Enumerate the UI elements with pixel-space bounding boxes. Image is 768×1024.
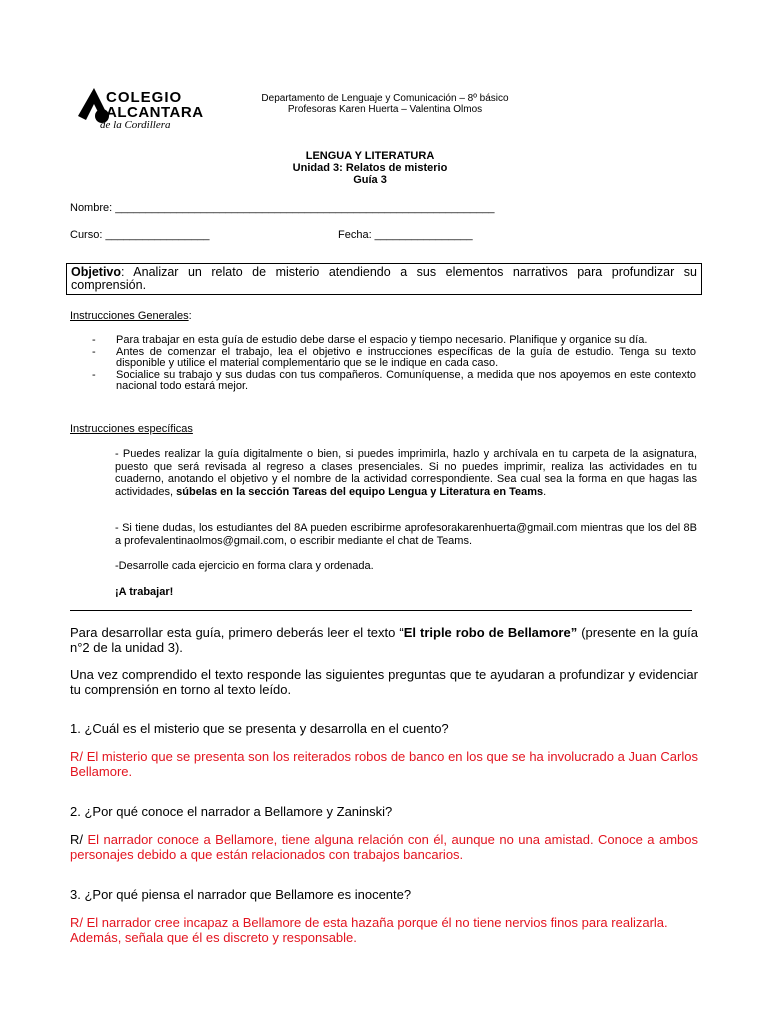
course-field[interactable]: Curso: _________________ bbox=[70, 229, 210, 241]
question-3: 3. ¿Por qué piensa el narrador que Bellamore es inocente? bbox=[70, 887, 412, 902]
general-instructions-list bbox=[92, 335, 696, 393]
name-field[interactable]: Nombre: ______________________________________________________________ bbox=[70, 202, 495, 214]
guide-title: Guía 3 bbox=[353, 174, 387, 186]
intro-paragraph-2: Una vez comprendido el texto responde las siguientes preguntas que te ayudaran a profundizar y evidenciar tu comprensión en torno al texto leído. bbox=[70, 667, 698, 697]
list-item: - Socialice su trabajo y sus dudas con tus compañeros. Comuníquense, a medida que nos apoyemos en este contexto nacional todo estará mejor. bbox=[92, 368, 696, 392]
list-item: - Para trabajar en esta guía de estudio debe darse el espacio y tiempo necesario. Planifique y organice su día. bbox=[92, 334, 648, 346]
list-item: - Antes de comenzar el trabajo, lea el objetivo e instrucciones específicas de la guía de estudio. Tenga su texto disponible y utilice el material complementario que se le indique en cada caso. bbox=[92, 345, 696, 369]
logo-line-1: COLEGIO bbox=[106, 89, 183, 106]
date-field[interactable]: Fecha: ________________ bbox=[338, 229, 473, 241]
question-2: 2. ¿Por qué conoce el narrador a Bellamore y Zaninski? bbox=[70, 804, 393, 819]
logo-line-2: ALCANTARA bbox=[106, 104, 204, 121]
question-1: 1. ¿Cuál es el misterio que se presenta y desarrolla en el cuento? bbox=[70, 721, 449, 736]
objective-label: Objetivo bbox=[71, 265, 122, 279]
specific-paragraph-1: - Puedes realizar la guía digitalmente o bien, si puedes imprimirla, hazlo y archívala en tu carpeta de la asignatura, puesto que será revisada al regreso a clases presenciales. Si no puedes imprimir, realiza las actividades en tu cuaderno, anotando el objetivo y el nombre de la actividad correspondiente. Sea cual sea la forma en que hagas las actividades, súbelas en la sección Tareas del equipo Lengua y Literatura en Teams. bbox=[115, 448, 697, 498]
unit-title: Unidad 3: Relatos de misterio bbox=[292, 162, 448, 174]
logo-line-3: de la Cordillera bbox=[100, 119, 171, 131]
intro-paragraph: Para desarrollar esta guía, primero deberás leer el texto “El triple robo de Bellamore” (presente en la guía n°2 de la unidad 3). bbox=[70, 625, 699, 655]
department-line: Departamento de Lenguaje y Comunicación – 8º básico bbox=[261, 93, 509, 104]
answer-3: R/ El narrador cree incapaz a Bellamore de esta hazaña porque él no tiene nervios finos para realizarla. Además, señala que él es discreto y responsable. bbox=[70, 915, 668, 945]
objective-text: : Analizar un relato de misterio atendiendo a sus elementos narrativos para profundizar su comprensión. bbox=[71, 265, 697, 292]
answer-1: R/ El misterio que se presenta son los reiterados robos de banco en los que se ha involucrado a Juan Carlos Bellamore. bbox=[70, 749, 698, 779]
specific-paragraph-2: - Si tiene dudas, los estudiantes del 8A pueden escribirme aprofesorakarenhuerta@gmail.com mientras que los del 8B a profevalentinaolmos@gmail.com, o escribir mediante el chat de Teams. bbox=[115, 522, 697, 547]
school-logo bbox=[76, 86, 204, 134]
divider-line bbox=[70, 610, 692, 611]
specific-instructions-heading: Instrucciones específicas bbox=[70, 423, 193, 435]
objective-box bbox=[66, 263, 702, 295]
lets-work-label: ¡A trabajar! bbox=[115, 586, 174, 598]
subject-title: LENGUA Y LITERATURA bbox=[305, 150, 435, 162]
teachers-line: Profesoras Karen Huerta – Valentina Olmos bbox=[287, 104, 483, 115]
specific-paragraph-3: -Desarrolle cada ejercicio en forma clara y ordenada. bbox=[115, 560, 374, 572]
general-instructions-heading: Instrucciones Generales: bbox=[70, 310, 192, 322]
answer-2: R/ El narrador conoce a Bellamore, tiene alguna relación con él, aunque no una amistad. Conoce a ambos personajes debido a que están relacionados con trabajos bancarios. bbox=[70, 832, 698, 862]
